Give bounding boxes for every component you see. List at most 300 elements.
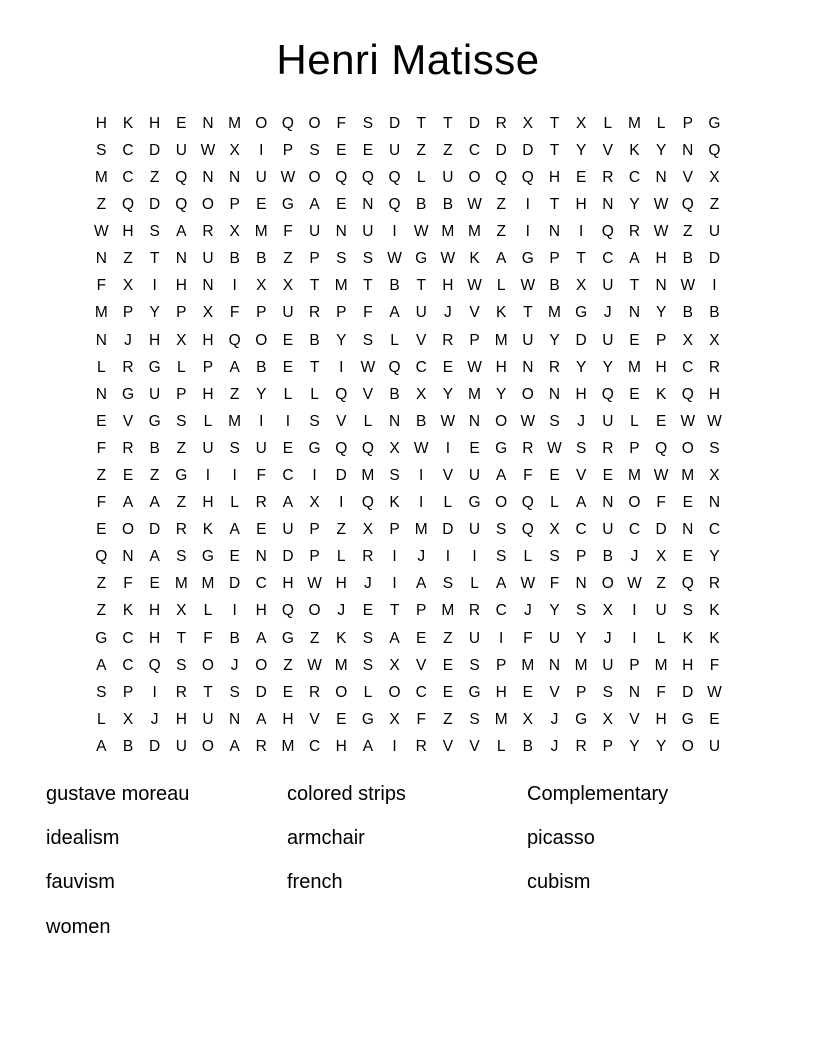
- page-title: Henri Matisse: [276, 36, 540, 83]
- grid-letter: D: [682, 683, 694, 701]
- grid-letter: Z: [123, 250, 133, 268]
- grid-letter: X: [176, 602, 187, 620]
- word-item: gustave moreau: [46, 782, 190, 805]
- grid-letter: R: [602, 439, 614, 457]
- grid-letter: J: [364, 575, 372, 593]
- grid-letter: V: [442, 737, 454, 755]
- grid-letter: C: [628, 168, 641, 186]
- grid-letter: E: [229, 548, 240, 566]
- grid-letter: Z: [416, 141, 426, 159]
- grid-letter: U: [255, 168, 267, 186]
- grid-letter: Y: [575, 141, 587, 159]
- grid-letter: N: [229, 168, 241, 186]
- grid-letter: A: [256, 710, 267, 728]
- grid-letter: I: [232, 602, 237, 620]
- grid-letter: Z: [149, 168, 160, 186]
- grid-letter: H: [95, 114, 107, 132]
- grid-letter: D: [468, 114, 481, 132]
- grid-letter: E: [282, 331, 294, 349]
- grid-letter: W: [307, 656, 322, 674]
- grid-letter: M: [94, 304, 108, 322]
- grid-letter: O: [495, 494, 508, 512]
- grid-letter: U: [442, 168, 454, 186]
- grid-letter: B: [522, 737, 533, 755]
- grid-letter: A: [416, 575, 427, 593]
- grid-letter: V: [442, 467, 454, 485]
- grid-letter: W: [520, 412, 536, 430]
- grid-letter: D: [149, 196, 161, 214]
- grid-letter: W: [307, 575, 322, 593]
- grid-letter: X: [282, 277, 294, 295]
- grid-letter: O: [255, 114, 268, 132]
- grid-row: [88, 679, 728, 706]
- grid-letter: S: [229, 683, 240, 701]
- grid-letter: I: [525, 196, 530, 214]
- grid-letter: U: [602, 331, 614, 349]
- grid-letter: Y: [149, 304, 160, 322]
- grid-letter: O: [121, 521, 135, 539]
- grid-letter: R: [602, 168, 614, 186]
- grid-letter: B: [682, 250, 693, 268]
- grid-letter: L: [203, 602, 213, 620]
- grid-letter: T: [309, 277, 320, 295]
- grid-letter: E: [629, 385, 640, 403]
- grid-letter: E: [176, 114, 187, 132]
- grid-row: [88, 571, 728, 598]
- grid-letter: I: [285, 412, 291, 430]
- grid-letter: B: [416, 412, 427, 430]
- grid-letter: R: [415, 737, 427, 755]
- grid-letter: G: [95, 629, 108, 647]
- grid-letter: Z: [656, 575, 666, 593]
- grid-letter: N: [522, 358, 534, 376]
- grid-letter: S: [469, 656, 480, 674]
- grid-letter: M: [228, 412, 242, 430]
- grid-letter: I: [472, 548, 477, 566]
- grid-letter: Q: [281, 114, 294, 132]
- grid-letter: Y: [549, 331, 560, 349]
- grid-row: [88, 652, 728, 679]
- grid-letter: X: [389, 710, 400, 728]
- grid-letter: N: [708, 494, 721, 512]
- grid-letter: Z: [683, 223, 693, 241]
- grid-letter: I: [712, 277, 717, 295]
- grid-letter: D: [229, 575, 241, 593]
- grid-letter: G: [468, 494, 481, 512]
- grid-letter: X: [389, 439, 400, 457]
- grid-letter: B: [442, 196, 454, 214]
- grid-letter: I: [152, 683, 157, 701]
- grid-letter: O: [255, 331, 268, 349]
- grid-letter: J: [150, 710, 159, 728]
- grid-letter: A: [149, 548, 160, 566]
- grid-letter: E: [96, 412, 107, 430]
- grid-letter: C: [415, 683, 427, 701]
- grid-letter: Z: [709, 196, 720, 214]
- grid-letter: X: [602, 602, 613, 620]
- grid-letter: P: [629, 439, 640, 457]
- grid-letter: B: [416, 196, 427, 214]
- grid-letter: H: [175, 277, 187, 295]
- grid-letter: N: [602, 196, 614, 214]
- grid-letter: G: [415, 250, 428, 268]
- grid-letter: M: [361, 467, 375, 485]
- grid-letter: H: [495, 358, 507, 376]
- grid-letter: B: [149, 439, 160, 457]
- grid-letter: B: [549, 277, 560, 295]
- grid-letter: E: [549, 467, 560, 485]
- grid-letter: X: [229, 223, 240, 241]
- grid-letter: T: [309, 358, 320, 376]
- grid-letter: A: [229, 521, 240, 539]
- grid-letter: I: [499, 629, 504, 647]
- grid-letter: I: [392, 223, 397, 241]
- grid-letter: U: [602, 656, 614, 674]
- grid-letter: J: [603, 304, 612, 322]
- grid-letter: Z: [283, 656, 293, 674]
- grid-letter: E: [522, 683, 533, 701]
- grid-letter: Y: [629, 737, 640, 755]
- grid-letter: V: [682, 168, 693, 186]
- grid-letter: K: [336, 629, 347, 647]
- grid-letter: C: [122, 629, 134, 647]
- grid-letter: N: [548, 656, 561, 674]
- grid-letter: L: [416, 168, 426, 186]
- grid-row: [88, 327, 728, 354]
- grid-letter: L: [310, 385, 319, 403]
- grid-row: [88, 489, 728, 516]
- grid-letter: N: [95, 331, 107, 349]
- grid-letter: A: [575, 494, 587, 512]
- grid-letter: J: [443, 304, 452, 322]
- grid-letter: R: [175, 521, 187, 539]
- grid-letter: I: [392, 548, 397, 566]
- grid-row: [88, 408, 728, 435]
- grid-letter: G: [121, 385, 135, 403]
- grid-letter: Q: [681, 196, 694, 214]
- grid-letter: W: [627, 575, 642, 593]
- grid-letter: W: [520, 575, 536, 593]
- grid-letter: M: [441, 223, 455, 241]
- grid-letter: W: [680, 277, 696, 295]
- grid-letter: U: [468, 629, 481, 647]
- grid-row: [88, 273, 728, 300]
- grid-letter: O: [308, 168, 321, 186]
- grid-letter: T: [389, 602, 400, 620]
- grid-letter: F: [523, 467, 533, 485]
- grid-letter: M: [627, 358, 641, 376]
- grid-letter: R: [202, 223, 214, 241]
- grid-letter: E: [442, 358, 454, 376]
- grid-letter: K: [655, 385, 667, 403]
- grid-letter: P: [416, 602, 427, 620]
- grid-letter: P: [309, 250, 320, 268]
- grid-letter: U: [308, 223, 321, 241]
- grid-letter: D: [495, 141, 507, 159]
- grid-letter: L: [496, 737, 506, 755]
- grid-letter: P: [469, 331, 480, 349]
- grid-letter: X: [655, 548, 667, 566]
- grid-letter: S: [176, 656, 187, 674]
- grid-letter: A: [629, 250, 640, 268]
- grid-letter: F: [336, 114, 346, 132]
- grid-letter: F: [549, 575, 560, 593]
- grid-letter: I: [445, 439, 451, 457]
- grid-letter: T: [549, 141, 560, 159]
- grid-letter: W: [440, 412, 456, 430]
- grid-row: [88, 733, 728, 760]
- grid-letter: U: [602, 277, 614, 295]
- grid-letter: I: [232, 277, 237, 295]
- grid-letter: J: [337, 602, 346, 620]
- grid-letter: K: [469, 250, 480, 268]
- grid-letter: L: [470, 575, 479, 593]
- grid-letter: F: [256, 467, 266, 485]
- grid-letter: P: [389, 521, 400, 539]
- grid-letter: V: [416, 656, 427, 674]
- grid-letter: Z: [96, 575, 107, 593]
- grid-letter: W: [547, 439, 562, 457]
- grid-letter: R: [308, 683, 321, 701]
- grid-letter: H: [175, 710, 187, 728]
- grid-letter: Q: [388, 168, 401, 186]
- grid-letter: G: [521, 250, 534, 268]
- grid-row: [88, 137, 728, 164]
- grid-letter: O: [201, 196, 214, 214]
- grid-letter: U: [388, 141, 401, 159]
- grid-letter: P: [202, 358, 214, 376]
- grid-letter: Z: [443, 710, 453, 728]
- grid-letter: L: [176, 358, 186, 376]
- grid-letter: A: [96, 737, 107, 755]
- grid-letter: L: [523, 548, 533, 566]
- grid-letter: E: [442, 656, 454, 674]
- word-item: fauvism: [46, 871, 115, 894]
- grid-letter: M: [681, 467, 695, 485]
- grid-letter: O: [681, 439, 694, 457]
- grid-letter: E: [442, 683, 454, 701]
- grid-letter: I: [392, 575, 397, 593]
- grid-letter: H: [202, 494, 214, 512]
- grid-letter: X: [522, 710, 533, 728]
- grid-letter: B: [602, 548, 613, 566]
- grid-letter: E: [336, 196, 347, 214]
- grid-row: [88, 462, 728, 489]
- grid-letter: W: [707, 412, 722, 430]
- grid-letter: Q: [281, 602, 294, 620]
- grid-letter: N: [628, 683, 641, 701]
- grid-letter: Y: [442, 385, 454, 403]
- grid-letter: N: [335, 223, 347, 241]
- grid-letter: A: [362, 737, 374, 755]
- grid-letter: U: [175, 737, 187, 755]
- grid-letter: T: [149, 250, 160, 268]
- grid-letter: Y: [496, 385, 507, 403]
- grid-letter: Z: [176, 439, 187, 457]
- grid-letter: X: [522, 114, 533, 132]
- grid-letter: F: [416, 710, 426, 728]
- grid-letter: O: [521, 385, 534, 403]
- grid-letter: L: [656, 629, 666, 647]
- grid-letter: V: [309, 710, 320, 728]
- grid-letter: M: [521, 656, 535, 674]
- grid-letter: B: [309, 331, 320, 349]
- grid-letter: Z: [336, 521, 346, 539]
- grid-letter: X: [362, 521, 374, 539]
- grid-letter: G: [148, 358, 161, 376]
- grid-row: [88, 191, 728, 218]
- grid-letter: N: [95, 250, 107, 268]
- grid-row: [88, 245, 728, 272]
- grid-letter: U: [468, 467, 481, 485]
- grid-letter: Q: [388, 196, 401, 214]
- grid-letter: G: [495, 439, 508, 457]
- grid-letter: Q: [175, 168, 188, 186]
- grid-letter: U: [149, 385, 161, 403]
- grid-letter: D: [442, 521, 454, 539]
- grid-letter: E: [602, 467, 613, 485]
- grid-letter: Q: [495, 168, 508, 186]
- grid-letter: F: [96, 439, 107, 457]
- grid-letter: Q: [601, 223, 614, 241]
- grid-letter: R: [468, 602, 481, 620]
- grid-letter: F: [656, 494, 666, 512]
- word-item: armchair: [287, 826, 365, 849]
- grid-letter: H: [149, 331, 161, 349]
- grid-letter: P: [282, 141, 294, 159]
- grid-letter: W: [520, 277, 536, 295]
- grid-letter: O: [601, 575, 614, 593]
- word-item: picasso: [527, 826, 595, 849]
- grid-letter: D: [149, 521, 161, 539]
- grid-letter: K: [122, 114, 134, 132]
- grid-letter: X: [122, 277, 134, 295]
- grid-letter: I: [525, 223, 530, 241]
- grid-letter: U: [548, 629, 561, 647]
- grid-letter: K: [682, 629, 693, 647]
- grid-letter: W: [653, 196, 669, 214]
- grid-letter: O: [628, 494, 641, 512]
- grid-letter: H: [149, 114, 161, 132]
- grid-letter: L: [496, 277, 506, 295]
- grid-letter: M: [414, 521, 428, 539]
- grid-letter: C: [122, 141, 134, 159]
- grid-row: [88, 218, 728, 245]
- grid-letter: E: [469, 439, 480, 457]
- grid-letter: B: [256, 358, 267, 376]
- grid-letter: X: [709, 467, 720, 485]
- grid-letter: B: [122, 737, 134, 755]
- grid-letter: L: [283, 385, 293, 403]
- grid-letter: A: [282, 494, 294, 512]
- grid-letter: L: [630, 412, 639, 430]
- grid-letter: Y: [549, 602, 560, 620]
- grid-letter: I: [445, 548, 451, 566]
- grid-letter: A: [122, 494, 134, 512]
- grid-letter: Y: [655, 141, 667, 159]
- grid-letter: E: [96, 521, 107, 539]
- grid-letter: N: [362, 196, 374, 214]
- grid-letter: C: [708, 521, 721, 539]
- grid-letter: U: [602, 521, 614, 539]
- grid-letter: H: [149, 602, 161, 620]
- grid-letter: U: [175, 141, 187, 159]
- grid-letter: N: [175, 250, 187, 268]
- grid-letter: X: [122, 710, 134, 728]
- grid-row: [88, 435, 728, 462]
- grid-letter: E: [709, 710, 720, 728]
- grid-letter: X: [176, 331, 187, 349]
- grid-letter: A: [389, 629, 400, 647]
- grid-letter: M: [254, 223, 268, 241]
- grid-letter: D: [255, 683, 267, 701]
- grid-letter: S: [96, 683, 107, 701]
- grid-letter: Y: [256, 385, 267, 403]
- grid-letter: N: [255, 548, 267, 566]
- grid-letter: X: [575, 277, 587, 295]
- grid-letter: Z: [443, 141, 453, 159]
- grid-letter: R: [522, 439, 534, 457]
- grid-letter: R: [495, 114, 507, 132]
- grid-letter: Q: [521, 168, 534, 186]
- grid-letter: J: [550, 710, 559, 728]
- grid-letter: I: [259, 412, 264, 430]
- grid-letter: L: [203, 412, 213, 430]
- grid-letter: X: [682, 331, 693, 349]
- word-item: colored strips: [287, 782, 406, 805]
- grid-letter: L: [363, 683, 373, 701]
- grid-row: [88, 110, 728, 137]
- grid-letter: H: [655, 358, 667, 376]
- grid-letter: R: [362, 548, 374, 566]
- grid-letter: M: [281, 737, 295, 755]
- grid-letter: O: [335, 683, 348, 701]
- grid-letter: F: [203, 629, 213, 647]
- grid-letter: N: [122, 548, 134, 566]
- grid-letter: M: [468, 223, 481, 241]
- grid-letter: N: [548, 385, 561, 403]
- grid-letter: Z: [96, 196, 107, 214]
- grid-letter: L: [363, 412, 373, 430]
- grid-letter: T: [523, 304, 533, 322]
- grid-letter: N: [95, 385, 107, 403]
- grid-letter: E: [362, 141, 374, 159]
- grid-letter: S: [362, 250, 374, 268]
- grid-letter: M: [574, 656, 588, 674]
- grid-letter: N: [202, 168, 214, 186]
- grid-letter: P: [575, 548, 587, 566]
- word-item: Complementary: [527, 782, 669, 805]
- grid-letter: J: [603, 629, 612, 647]
- grid-letter: C: [122, 168, 134, 186]
- grid-letter: L: [443, 494, 453, 512]
- grid-letter: U: [282, 521, 294, 539]
- grid-letter: I: [339, 494, 344, 512]
- grid-letter: R: [255, 494, 267, 512]
- grid-letter: H: [575, 196, 587, 214]
- grid-letter: F: [363, 304, 373, 322]
- grid-letter: L: [390, 331, 399, 349]
- grid-letter: H: [202, 331, 214, 349]
- grid-row: [88, 300, 728, 327]
- grid-letter: V: [469, 737, 480, 755]
- grid-letter: T: [203, 683, 213, 701]
- grid-letter: S: [362, 114, 374, 132]
- grid-letter: X: [575, 114, 587, 132]
- grid-letter: J: [577, 412, 586, 430]
- grid-letter: W: [413, 439, 429, 457]
- grid-letter: F: [656, 683, 666, 701]
